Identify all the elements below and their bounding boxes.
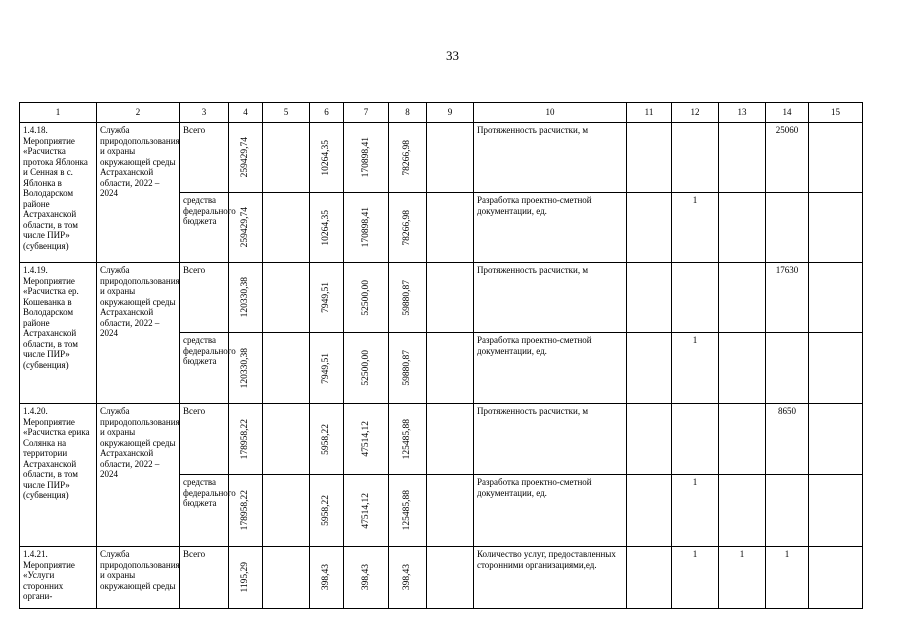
- indicator-name: Протяженность расчистки, м: [474, 404, 627, 475]
- indicator-col11: [627, 263, 672, 333]
- executor: Служба природопользования и охраны окружающей среды Астраханской области, 2022 – 2024: [97, 263, 180, 404]
- table-row: [20, 263, 863, 333]
- funding-source: Всего: [180, 404, 229, 475]
- value-2024: 59880,87: [402, 350, 413, 386]
- measure-name: 1.4.18. Мероприятие «Расчистка протока Яблонка и Сенная в с. Яблонка в Володарском районе Астраханской области, в том числе ПИР» (субвенция): [20, 123, 97, 263]
- value-col9-cell: [427, 547, 474, 609]
- indicator-col15: [809, 475, 863, 547]
- value-col5-cell: [263, 333, 310, 404]
- value-col9-cell: [427, 263, 474, 333]
- value-2022: 10264,35: [321, 209, 332, 246]
- value-2023: 52500,00: [360, 279, 371, 316]
- value-2024: 78266,98: [402, 139, 413, 176]
- value-2023-cell: [344, 193, 389, 263]
- indicator-col11: [627, 547, 672, 609]
- value-2024-cell: [389, 193, 427, 263]
- indicator-col15: [809, 123, 863, 193]
- value-2024-cell: [389, 404, 427, 475]
- indicator-col15: [809, 333, 863, 404]
- indicator-col13: 1: [719, 547, 766, 609]
- funding-source: Всего: [180, 547, 229, 609]
- column-header: 13: [719, 103, 766, 123]
- measure-name: 1.4.20. Мероприятие «Расчистка ерика Солянка на территории Астраханской области, в том числе ПИР» (субвенция): [20, 404, 97, 547]
- indicator-col12: [672, 123, 719, 193]
- value-col9-cell: [427, 333, 474, 404]
- value-2022: 7949,51: [321, 352, 332, 384]
- value-2022-cell: [310, 475, 344, 547]
- column-header: 14: [766, 103, 809, 123]
- funding-source: Всего: [180, 123, 229, 193]
- value-2024: 59880,87: [402, 279, 413, 316]
- indicator-col14: 8650: [766, 404, 809, 475]
- value-2024: 125485,88: [402, 490, 413, 531]
- total-value: 1195,29: [240, 562, 251, 593]
- indicator-col12: [672, 404, 719, 475]
- indicator-col11: [627, 475, 672, 547]
- value-2024: 125485,88: [402, 418, 413, 460]
- measure-name: 1.4.19. Мероприятие «Расчистка ер. Кошеванка в Володарском районе Астраханской области, в том числе ПИР» (субвенция): [20, 263, 97, 404]
- value-col9-cell: [427, 475, 474, 547]
- value-2022: 7949,51: [321, 282, 332, 313]
- value-2023-cell: [344, 404, 389, 475]
- value-2022-cell: [310, 123, 344, 193]
- indicator-col14: 25060: [766, 123, 809, 193]
- value-col5-cell: [263, 404, 310, 475]
- value-col5-cell: [263, 123, 310, 193]
- header-row: [20, 103, 863, 123]
- program-table: [19, 102, 863, 609]
- column-header: 2: [97, 103, 180, 123]
- value-2022: 5958,22: [321, 495, 332, 526]
- total-value-cell: [229, 123, 263, 193]
- total-value-cell: [229, 193, 263, 263]
- value-2023-cell: [344, 547, 389, 609]
- column-header: 3: [180, 103, 229, 123]
- value-2022: 5958,22: [321, 423, 332, 455]
- indicator-col13: [719, 404, 766, 475]
- value-col5-cell: [263, 263, 310, 333]
- value-2022-cell: [310, 263, 344, 333]
- value-col9-cell: [427, 123, 474, 193]
- indicator-col13: [719, 333, 766, 404]
- value-2023: 170898,41: [360, 207, 371, 248]
- value-2022: 10264,35: [321, 139, 332, 176]
- executor: Служба природопользования и охраны окружающей среды Астраханской области, 2022 – 2024: [97, 123, 180, 263]
- indicator-col11: [627, 333, 672, 404]
- indicator-col13: [719, 123, 766, 193]
- value-col9-cell: [427, 193, 474, 263]
- indicator-name: Разработка проектно-сметной документации, ед.: [474, 193, 627, 263]
- indicator-col13: [719, 475, 766, 547]
- measure-name: 1.4.21. Мероприятие «Услуги сторонних органи-: [20, 547, 97, 609]
- funding-source: средства федерального бюджета: [180, 193, 229, 263]
- indicator-name: Протяженность расчистки, м: [474, 123, 627, 193]
- value-2024-cell: [389, 333, 427, 404]
- column-header: 6: [310, 103, 344, 123]
- executor: Служба природопользования и охраны окружающей среды Астраханской области, 2022 – 2024: [97, 404, 180, 547]
- value-2022-cell: [310, 193, 344, 263]
- page-number: 33: [446, 48, 459, 63]
- executor: Служба природопользования и охраны окружающей среды: [97, 547, 180, 609]
- value-2024-cell: [389, 263, 427, 333]
- indicator-col14: 17630: [766, 263, 809, 333]
- indicator-col15: [809, 263, 863, 333]
- column-header: 12: [672, 103, 719, 123]
- funding-source: Всего: [180, 263, 229, 333]
- value-2023: 47514,12: [360, 421, 371, 457]
- indicator-name: Количество услуг, предоставленных сторонними организациями,ед.: [474, 547, 627, 609]
- total-value: 259429,74: [240, 207, 251, 248]
- value-2023: 398,43: [360, 564, 371, 591]
- value-2024-cell: [389, 547, 427, 609]
- indicator-col12: [672, 263, 719, 333]
- total-value-cell: [229, 475, 263, 547]
- value-col5-cell: [263, 475, 310, 547]
- value-col5-cell: [263, 547, 310, 609]
- value-2023: 47514,12: [360, 492, 371, 529]
- value-col9-cell: [427, 404, 474, 475]
- indicator-col13: [719, 193, 766, 263]
- column-header: 5: [263, 103, 310, 123]
- indicator-col15: [809, 404, 863, 475]
- value-2023: 170898,41: [360, 137, 371, 178]
- funding-source: средства федерального бюджета: [180, 475, 229, 547]
- indicator-col14: [766, 475, 809, 547]
- table-row: [20, 547, 863, 609]
- indicator-col12: 1: [672, 475, 719, 547]
- total-value: 259429,74: [240, 137, 251, 178]
- total-value-cell: [229, 263, 263, 333]
- total-value-cell: [229, 547, 263, 609]
- funding-source: средства федерального бюджета: [180, 333, 229, 404]
- indicator-col12: 1: [672, 333, 719, 404]
- total-value: 120330,38: [240, 277, 251, 318]
- column-header: 15: [809, 103, 863, 123]
- table-row: [20, 404, 863, 475]
- column-header: 4: [229, 103, 263, 123]
- value-2023-cell: [344, 333, 389, 404]
- value-2023-cell: [344, 263, 389, 333]
- indicator-col14: [766, 193, 809, 263]
- indicator-col15: [809, 193, 863, 263]
- total-value-cell: [229, 333, 263, 404]
- indicator-col14: [766, 333, 809, 404]
- value-col5-cell: [263, 193, 310, 263]
- column-header: 11: [627, 103, 672, 123]
- value-2024: 78266,98: [402, 209, 413, 246]
- indicator-col11: [627, 404, 672, 475]
- indicator-col13: [719, 263, 766, 333]
- value-2022: 398,43: [321, 564, 332, 591]
- total-value: 120330,38: [240, 347, 251, 389]
- value-2022-cell: [310, 547, 344, 609]
- total-value: 178958,22: [240, 490, 251, 531]
- value-2022-cell: [310, 333, 344, 404]
- value-2024-cell: [389, 123, 427, 193]
- value-2022-cell: [310, 404, 344, 475]
- indicator-name: Разработка проектно-сметной документации, ед.: [474, 475, 627, 547]
- table-row: [20, 123, 863, 193]
- indicator-col12: 1: [672, 193, 719, 263]
- value-2023: 52500,00: [360, 350, 371, 386]
- indicator-col15: [809, 547, 863, 609]
- value-2023-cell: [344, 475, 389, 547]
- total-value-cell: [229, 404, 263, 475]
- indicator-name: Разработка проектно-сметной документации, ед.: [474, 333, 627, 404]
- column-header: 10: [474, 103, 627, 123]
- column-header: 7: [344, 103, 389, 123]
- indicator-col12: 1: [672, 547, 719, 609]
- value-2023-cell: [344, 123, 389, 193]
- indicator-col14: 1: [766, 547, 809, 609]
- column-header: 9: [427, 103, 474, 123]
- total-value: 178958,22: [240, 418, 251, 460]
- indicator-col11: [627, 193, 672, 263]
- indicator-name: Протяженность расчистки, м: [474, 263, 627, 333]
- column-header: 8: [389, 103, 427, 123]
- value-2024-cell: [389, 475, 427, 547]
- value-2024: 398,43: [402, 564, 413, 591]
- indicator-col11: [627, 123, 672, 193]
- column-header: 1: [20, 103, 97, 123]
